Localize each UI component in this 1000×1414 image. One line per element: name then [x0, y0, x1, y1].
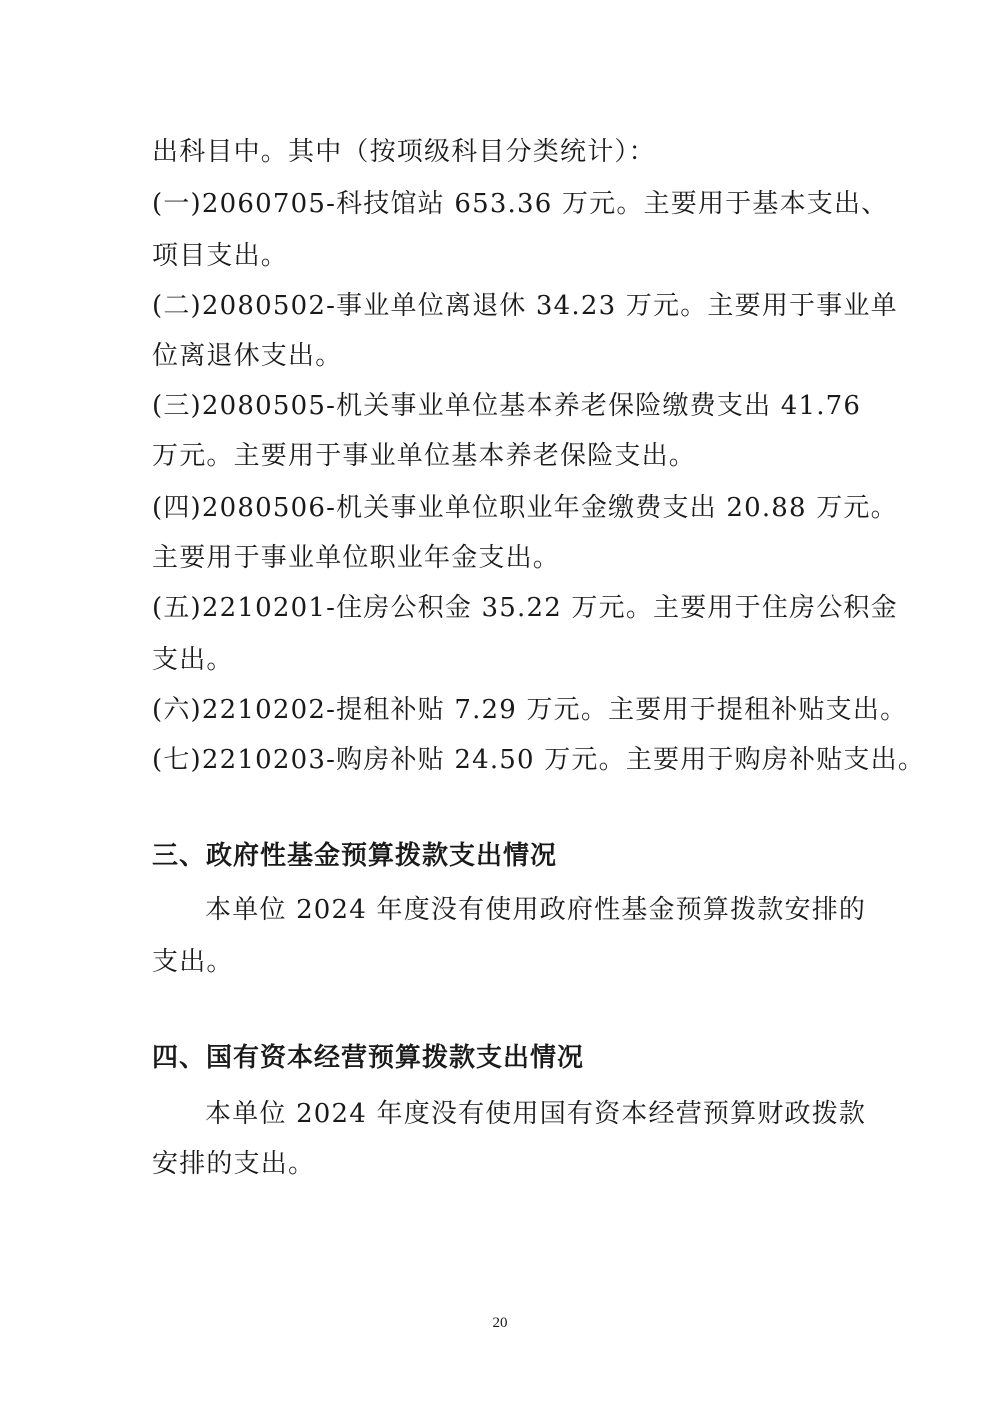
page-number: 20: [492, 1315, 508, 1331]
item-6-line-1: (六)2210202-提租补贴 7.29 万元。主要用于提租补贴支出。: [152, 695, 908, 725]
item-3-line-1: (三)2080505-机关事业单位基本养老保险缴费支出 41.76: [152, 391, 862, 421]
item-3-line-2: 万元。主要用于事业单位基本养老保险支出。: [152, 441, 697, 471]
item-1-line-1: (一)2060705-科技馆站 653.36 万元。主要用于基本支出、: [152, 189, 889, 219]
section-4-line-1: 本单位 2024 年度没有使用国有资本经营预算财政拨款: [205, 1099, 867, 1129]
intro-line: 出科目中。其中（按项级科目分类统计）：: [152, 137, 656, 167]
item-7-line-1: (七)2210203-购房补贴 24.50 万元。主要用于购房补贴支出。: [152, 745, 926, 775]
section-4-line-2: 安排的支出。: [152, 1149, 316, 1179]
section-3-line-1: 本单位 2024 年度没有使用政府性基金预算拨款安排的: [205, 895, 867, 925]
item-5-line-2: 支出。: [152, 645, 234, 675]
item-1-line-2: 项目支出。: [152, 241, 289, 271]
item-2-line-2: 位离退休支出。: [152, 341, 343, 371]
section-4-heading: 四、国有资本经营预算拨款支出情况: [152, 1043, 585, 1073]
item-4-line-1: (四)2080506-机关事业单位职业年金缴费支出 20.88 万元。: [152, 493, 898, 523]
item-4-line-2: 主要用于事业单位职业年金支出。: [152, 543, 561, 573]
item-5-line-1: (五)2210201-住房公积金 35.22 万元。主要用于住房公积金: [152, 593, 898, 623]
item-2-line-1: (二)2080502-事业单位离退休 34.23 万元。主要用于事业单: [152, 291, 898, 321]
section-3-heading: 三、政府性基金预算拨款支出情况: [152, 841, 558, 871]
section-3-line-2: 支出。: [152, 947, 234, 977]
